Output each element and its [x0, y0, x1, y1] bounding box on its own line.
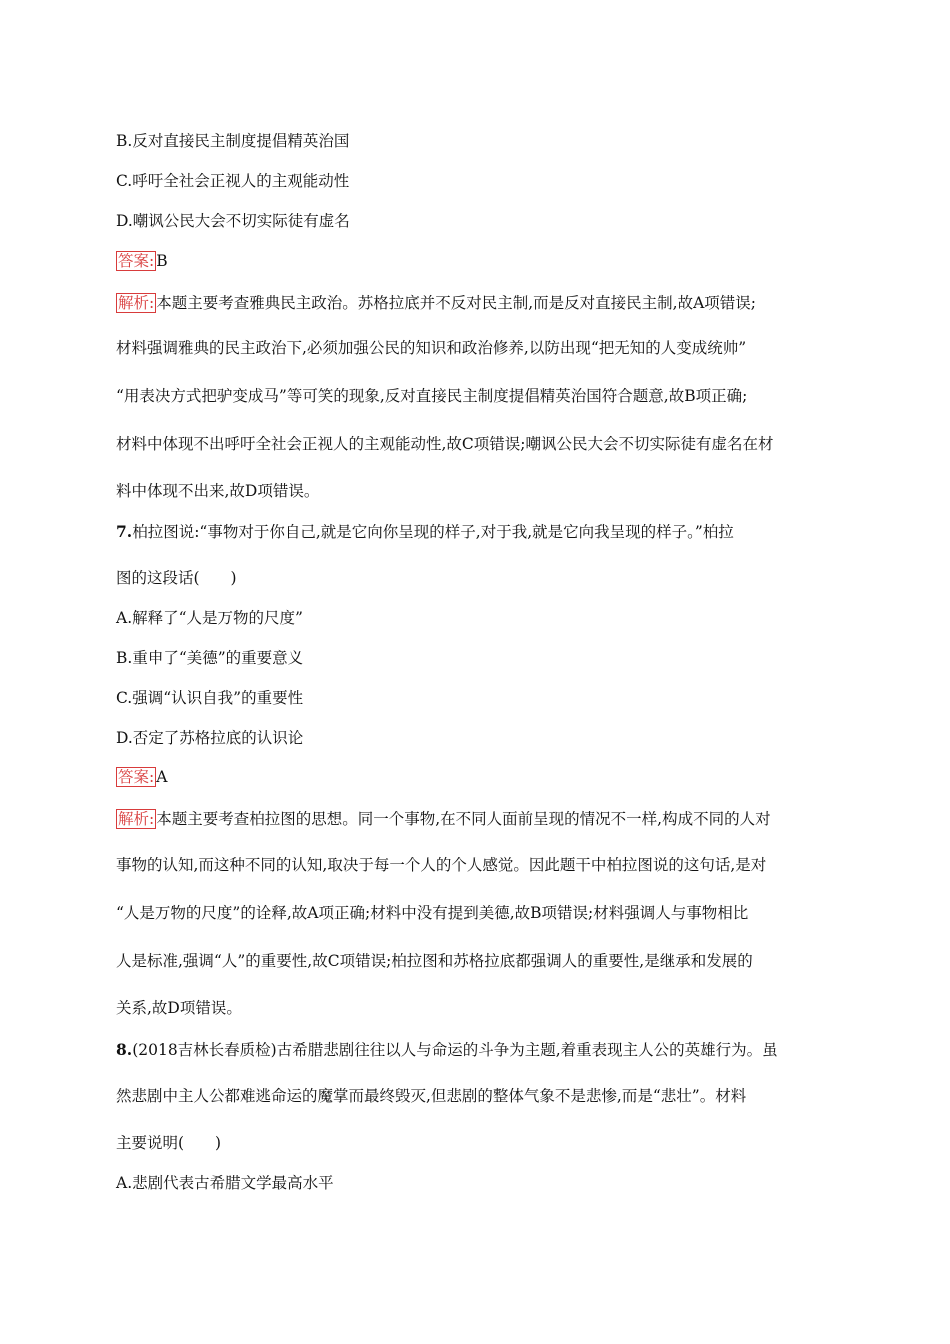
q8-stem-line-1: [116, 1040, 778, 1060]
q7-stem-line-2: 图的这段话( ): [116, 569, 237, 587]
q6-option-b: B.反对直接民主制度提倡精英治国: [116, 132, 350, 150]
q8-stem-line-2: 然悲剧中主人公都难逃命运的魔掌而最终毁灭,但悲剧的整体气象不是悲惨,而是“悲壮”。材料: [116, 1087, 747, 1105]
question-number: 7.: [116, 522, 133, 541]
q7-analysis-line-5: 关系,故D项错误。: [116, 999, 242, 1017]
q6-analysis-line-4: 材料中体现不出呼吁全社会正视人的主观能动性,故C项错误;嘲讽公民大会不切实际徒有虚名在材: [116, 435, 774, 453]
stem-text: (2018吉林长春质检)古希腊悲剧往往以人与命运的斗争为主题,着重表现主人公的英雄行为。虽: [132, 1041, 778, 1059]
answer-tag: 答案:: [118, 252, 155, 270]
answer-tag: 答案:: [118, 768, 155, 786]
q6-analysis-line-2: 材料强调雅典的民主政治下,必须加强公民的知识和政治修养,以防出现“把无知的人变成统帅”: [116, 339, 747, 357]
q6-analysis-line-3: “用表决方式把驴变成马”等可笑的现象,反对直接民主制度提倡精英治国符合题意,故B项正确;: [116, 387, 748, 405]
q6-option-d: D.嘲讽公民大会不切实际徒有虚名: [116, 212, 350, 230]
q7-analysis-line-1: [116, 809, 771, 829]
q6-option-c: C.呼吁全社会正视人的主观能动性: [116, 172, 350, 190]
q7-analysis-line-4: 人是标准,强调“人”的重要性,故C项错误;柏拉图和苏格拉底都强调人的重要性,是继承和发展的: [116, 952, 753, 970]
q7-option-a: A.解释了“人是万物的尺度”: [116, 609, 303, 627]
q6-analysis-line-1: [116, 293, 756, 313]
q7-analysis-line-2: 事物的认知,而这种不同的认知,取决于每一个人的个人感觉。因此题干中柏拉图说的这句话,是对: [116, 856, 767, 874]
q7-option-b: B.重申了“美德”的重要意义: [116, 649, 304, 667]
q7-answer: [116, 767, 167, 787]
q7-stem-line-1: [116, 522, 734, 542]
analysis-text: 本题主要考查雅典民主政治。苏格拉底并不反对民主制,而是反对直接民主制,故A项错误;: [156, 294, 757, 312]
q8-stem-line-3: 主要说明( ): [116, 1134, 222, 1152]
q7-analysis-line-3: “人是万物的尺度”的诠释,故A项正确;材料中没有提到美德,故B项错误;材料强调人与事物相比: [116, 904, 749, 922]
q8-option-a: A.悲剧代表古希腊文学最高水平: [116, 1174, 334, 1192]
q7-option-d: D.否定了苏格拉底的认识论: [116, 729, 304, 747]
analysis-text: 本题主要考查柏拉图的思想。同一个事物,在不同人面前呈现的情况不一样,构成不同的人对: [156, 810, 771, 828]
answer-value: B: [156, 252, 168, 270]
q6-analysis-line-5: 料中体现不出来,故D项错误。: [116, 482, 320, 500]
stem-text: 柏拉图说:“事物对于你自己,就是它向你呈现的样子,对于我,就是它向我呈现的样子。”柏拉: [132, 523, 734, 541]
q7-option-c: C.强调“认识自我”的重要性: [116, 689, 304, 707]
answer-value: A: [156, 768, 168, 786]
question-number: 8.: [116, 1040, 133, 1059]
q6-answer: [116, 251, 168, 271]
analysis-tag: 解析:: [118, 294, 155, 312]
analysis-tag: 解析:: [118, 810, 155, 828]
